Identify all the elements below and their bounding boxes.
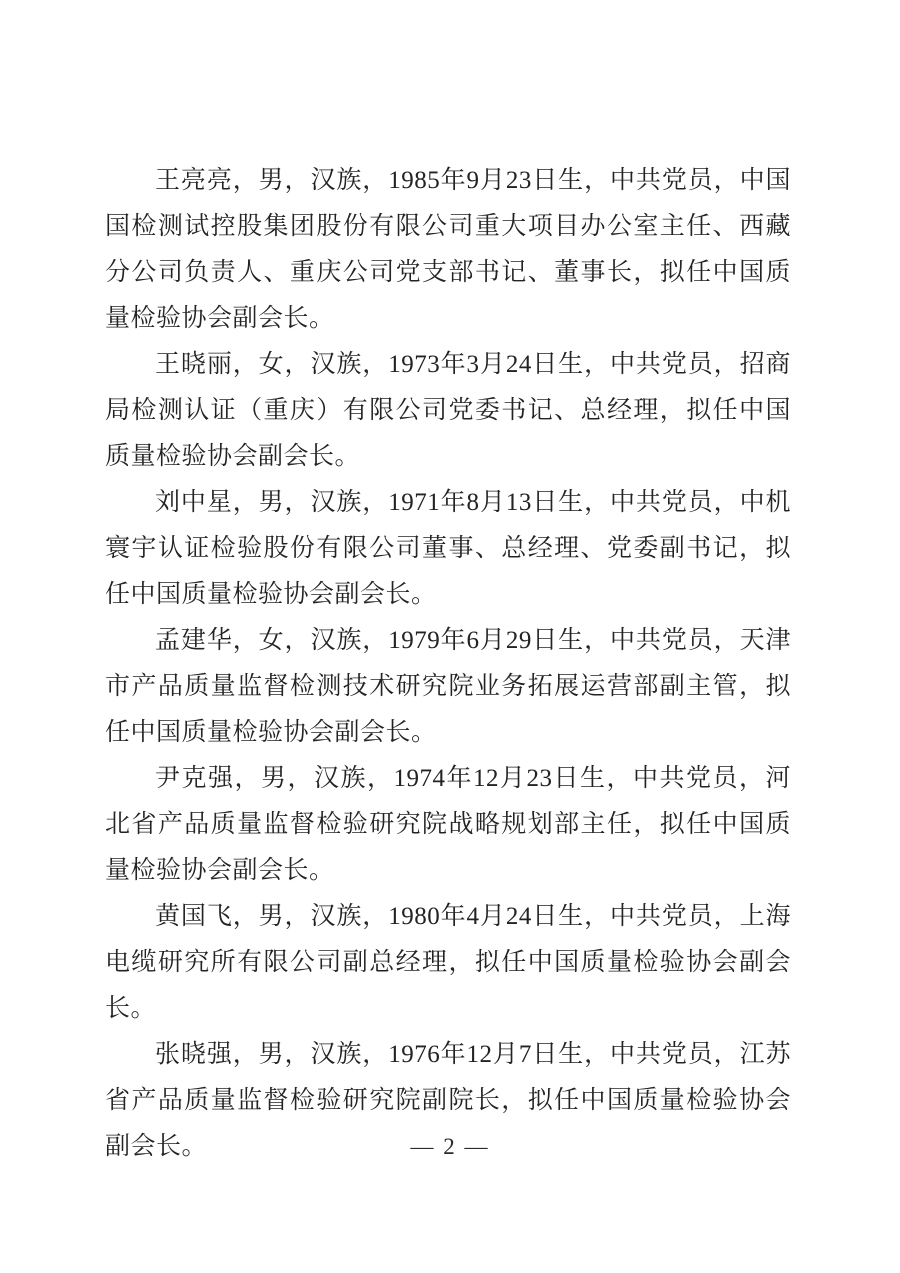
paragraph-liu-zhongxing: 刘中星，男，汉族，1971年8月13日生，中共党员，中机寰宇认证检验股份有限公司董事、总经理、党委副书记，拟任中国质量检验协会副会长。 <box>105 489 791 608</box>
paragraph-meng-jianhua: 孟建华，女，汉族，1979年6月29日生，中共党员，天津市产品质量监督检测技术研究院业务拓展运营部副主管，拟任中国质量检验协会副会长。 <box>105 627 791 746</box>
page-number: — 2 — <box>410 1134 490 1159</box>
paragraph-huang-guofei: 黄国飞，男，汉族，1980年4月24日生，中共党员，上海电缆研究所有限公司副总经理，拟任中国质量检验协会副会长。 <box>105 903 791 1022</box>
paragraph-wang-liangliang: 王亮亮，男，汉族，1985年9月23日生，中共党员，中国国检测试控股集团股份有限公司重大项目办公室主任、西藏分公司负责人、重庆公司党支部书记、董事长，拟任中国质量检验协会副会长。 <box>105 167 791 332</box>
document-body <box>105 158 791 1170</box>
paragraph-wang-xiaoli: 王晓丽，女，汉族，1973年3月24日生，中共党员，招商局检测认证（重庆）有限公司党委书记、总经理，拟任中国质量检验协会副会长。 <box>105 351 791 470</box>
paragraph-zhang-xiaoqiang: 张晓强，男，汉族，1976年12月7日生，中共党员，江苏省产品质量监督检验研究院副院长，拟任中国质量检验协会副会长。 <box>105 1041 791 1160</box>
paragraph-yin-keqiang: 尹克强，男，汉族，1974年12月23日生，中共党员，河北省产品质量监督检验研究院战略规划部主任，拟任中国质量检验协会副会长。 <box>105 765 791 884</box>
